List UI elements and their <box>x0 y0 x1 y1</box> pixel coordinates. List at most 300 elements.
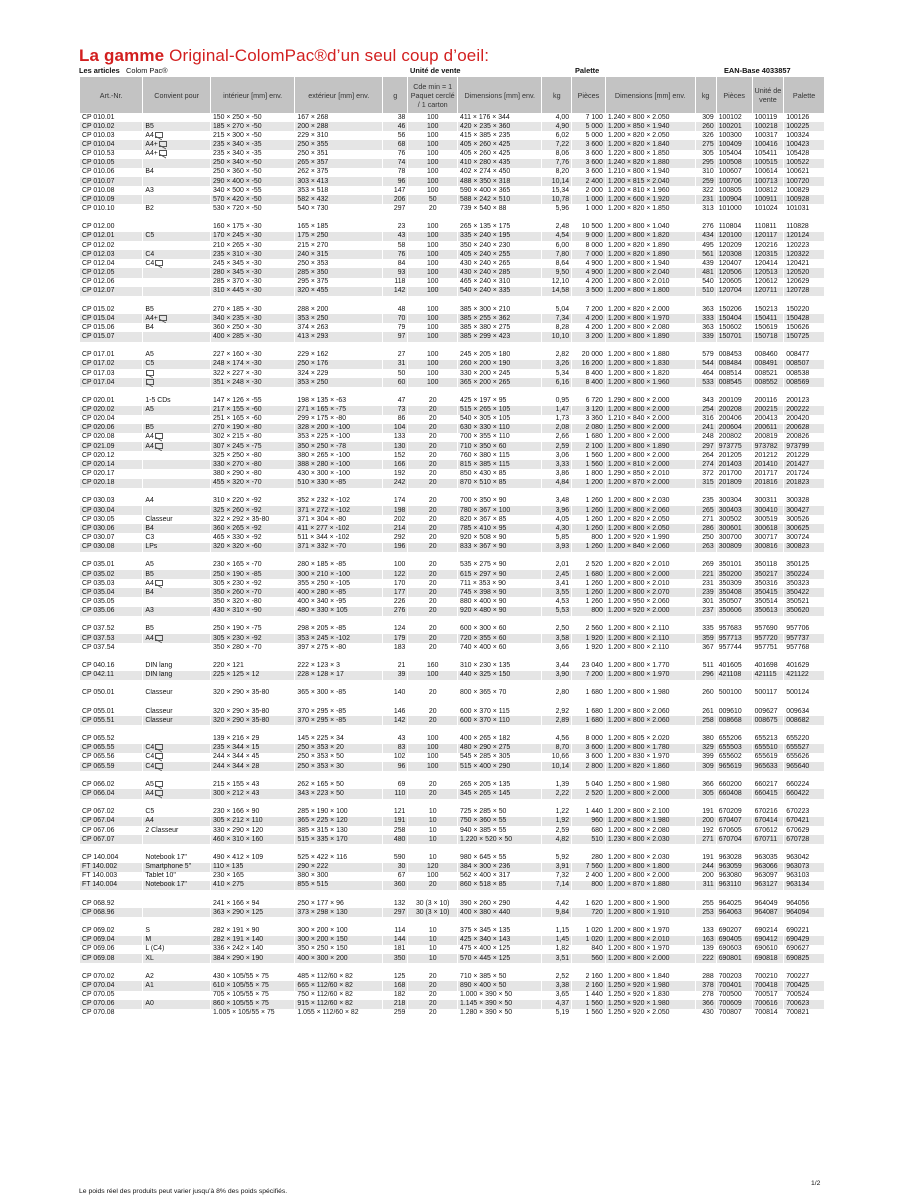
cell-carton-pieces: 1 920 <box>572 643 606 652</box>
cell-carton-pieces: 3 120 <box>572 406 606 415</box>
cell-outer-dims: 365 × 225 × 120 <box>295 817 383 826</box>
cell-min-order: 100 <box>408 323 458 332</box>
cell-outer-dims: 285 × 190 × 100 <box>295 808 383 817</box>
envelope-icon <box>146 379 154 385</box>
cell-weight-g: 70 <box>383 314 408 323</box>
cell-weight-g: 170 <box>383 579 408 588</box>
cell-carton-kg: 5,53 <box>542 607 572 616</box>
cell-carton-pieces: 5 000 <box>572 122 606 131</box>
cell-carton-dims: 385 × 255 × 362 <box>458 314 542 323</box>
cell-inner-dims: 430 × 105/55 × 75 <box>210 972 294 981</box>
cell-carton-pieces: 1 560 <box>572 1000 606 1009</box>
cell-pallet-dims: 1.200 × 800 × 2.000 <box>605 433 695 442</box>
table-row <box>80 323 825 332</box>
cell-carton-kg: 9,50 <box>542 268 572 277</box>
cell-pallet-dims: 1.200 × 800 × 1.880 <box>605 351 695 360</box>
cell-carton-kg: 8,28 <box>542 323 572 332</box>
cell-outer-dims: 198 × 135 × -63 <box>295 396 383 405</box>
cell-pallet-kg: 254 <box>695 406 716 415</box>
cell-ean-sales-unit: 300410 <box>752 506 784 515</box>
pallet-label: Palette <box>575 66 600 75</box>
cell-min-order: 10 <box>408 954 458 963</box>
cell-carton-kg: 14,58 <box>542 287 572 296</box>
cell-ean-pieces: 008514 <box>716 369 752 378</box>
group-spacer <box>80 387 825 396</box>
cell-pallet-kg: 259 <box>695 177 716 186</box>
cell-carton-kg: 6,16 <box>542 378 572 387</box>
cell-article-no: CP 010.03 <box>80 131 143 140</box>
cell-pallet-dims: 1.200 × 800 × 2.080 <box>605 323 695 332</box>
cell-weight-g: 142 <box>383 716 408 725</box>
cell-inner-dims: 230 × 165 <box>210 872 294 881</box>
cell-inner-dims: 336 × 242 × 140 <box>210 945 294 954</box>
cell-carton-dims: 488 × 350 × 318 <box>458 177 542 186</box>
cell-ean-pallet: 957737 <box>784 634 824 643</box>
cell-ean-pieces: 300502 <box>716 515 752 524</box>
cell-weight-g: 96 <box>383 177 408 186</box>
cell-pallet-dims: 1.200 × 800 × 1.770 <box>605 661 695 670</box>
cell-outer-dims: 250 × 177 × 96 <box>295 899 383 908</box>
cell-min-order: 20 <box>408 625 458 634</box>
cell-carton-dims: 710 × 350 × 60 <box>458 442 542 451</box>
envelope-icon <box>155 753 163 759</box>
cell-ean-sales-unit: 008491 <box>752 360 784 369</box>
cell-inner-dims: 147 × 126 × -55 <box>210 396 294 405</box>
page-number: 1/2 <box>811 1180 821 1187</box>
table-row <box>80 744 825 753</box>
cell-inner-dims: 490 × 412 × 109 <box>210 853 294 862</box>
cell-inner-dims: 244 × 344 × 28 <box>210 762 294 771</box>
cell-article-no: CP 035.04 <box>80 588 143 597</box>
cell-weight-g: 56 <box>383 131 408 140</box>
cell-inner-dims: 170 × 245 × -30 <box>210 232 294 241</box>
cell-carton-pieces: 2 520 <box>572 789 606 798</box>
cell-carton-pieces: 2 160 <box>572 981 606 990</box>
cell-carton-dims: 630 × 330 × 110 <box>458 424 542 433</box>
cell-ean-sales-unit: 008675 <box>752 716 784 725</box>
cell-carton-dims: 425 × 197 × 95 <box>458 396 542 405</box>
cell-weight-g: 182 <box>383 991 408 1000</box>
cell-ean-pallet: 105428 <box>784 150 824 159</box>
cell-ean-pieces: 700203 <box>716 972 752 981</box>
cell-article-no: CP 069.06 <box>80 945 143 954</box>
table-row <box>80 360 825 369</box>
cell-ean-sales-unit: 100812 <box>752 186 784 195</box>
cell-carton-pieces: 7 000 <box>572 250 606 259</box>
cell-outer-dims: 343 × 223 × 50 <box>295 789 383 798</box>
cell-ean-sales-unit: 100119 <box>752 113 784 122</box>
cell-ean-pallet: 150725 <box>784 332 824 341</box>
cell-carton-pieces: 840 <box>572 945 606 954</box>
cell-carton-kg: 2,52 <box>542 972 572 981</box>
cell-min-order: 20 <box>408 396 458 405</box>
cell-min-order: 120 <box>408 863 458 872</box>
cell-ean-pallet: 965640 <box>784 762 824 771</box>
cell-min-order: 100 <box>408 140 458 149</box>
cell-carton-dims: 570 × 445 × 125 <box>458 954 542 963</box>
cell-ean-pallet: 655220 <box>784 735 824 744</box>
cell-suitable-for: A1 <box>143 981 211 990</box>
cell-ean-pallet: 200826 <box>784 433 824 442</box>
cell-carton-pieces: 4 200 <box>572 323 606 332</box>
cell-min-order: 100 <box>408 762 458 771</box>
cell-carton-pieces: 5 000 <box>572 131 606 140</box>
table-row <box>80 972 825 981</box>
table-row <box>80 433 825 442</box>
cell-ean-sales-unit: 350217 <box>752 570 784 579</box>
cell-carton-dims: 890 × 400 × 50 <box>458 981 542 990</box>
cell-ean-pallet: 700425 <box>784 981 824 990</box>
cell-suitable-for: B4 <box>143 524 211 533</box>
cell-suitable-for: A4+ <box>143 150 211 159</box>
cell-suitable-for: Classeur <box>143 515 211 524</box>
cell-ean-pallet: 660224 <box>784 780 824 789</box>
envelope-icon <box>159 315 167 321</box>
table-row <box>80 369 825 378</box>
cell-pallet-dims: 1.200 × 800 × 1.800 <box>605 287 695 296</box>
cell-carton-kg: 1,45 <box>542 936 572 945</box>
cell-carton-kg: 10,14 <box>542 762 572 771</box>
cell-ean-sales-unit: 008552 <box>752 378 784 387</box>
cell-article-no: CP 069.04 <box>80 936 143 945</box>
table-row <box>80 689 825 698</box>
cell-article-no: CP 055.01 <box>80 707 143 716</box>
table-row <box>80 625 825 634</box>
table-row <box>80 140 825 149</box>
cell-min-order: 10 <box>408 853 458 862</box>
cell-carton-kg: 5,34 <box>542 369 572 378</box>
cell-pallet-dims: 1.200 × 800 × 1.840 <box>605 972 695 981</box>
cell-pallet-kg: 313 <box>695 204 716 213</box>
cell-carton-kg: 3,41 <box>542 579 572 588</box>
table-row <box>80 259 825 268</box>
cell-ean-pieces: 300304 <box>716 497 752 506</box>
cell-suitable-for: C4 <box>143 753 211 762</box>
cell-carton-dims: 590 × 400 × 365 <box>458 186 542 195</box>
cell-suitable-for <box>143 369 211 378</box>
cell-carton-pieces: 510 <box>572 835 606 844</box>
cell-article-no: CP 020.01 <box>80 396 143 405</box>
cell-suitable-for: B4 <box>143 588 211 597</box>
cell-ean-sales-unit: 957720 <box>752 634 784 643</box>
cell-inner-dims: 230 × 165 × -70 <box>210 561 294 570</box>
cell-carton-dims: 430 × 240 × 285 <box>458 268 542 277</box>
cell-ean-pieces: 973775 <box>716 442 752 451</box>
cell-suitable-for: Classeur <box>143 716 211 725</box>
cell-ean-pieces: 120100 <box>716 232 752 241</box>
cell-ean-pieces: 101000 <box>716 204 752 213</box>
cell-carton-dims: 385 × 380 × 275 <box>458 323 542 332</box>
cell-pallet-kg: 305 <box>695 150 716 159</box>
table-row <box>80 533 825 542</box>
cell-weight-g: 46 <box>383 122 408 131</box>
cell-pallet-dims: 1.250 × 920 × 2.050 <box>605 1009 695 1018</box>
cell-weight-g: 179 <box>383 634 408 643</box>
cell-carton-kg: 5,96 <box>542 204 572 213</box>
cell-min-order: 100 <box>408 753 458 762</box>
cell-min-order: 20 <box>408 634 458 643</box>
cell-pallet-kg: 439 <box>695 259 716 268</box>
cell-pallet-kg: 253 <box>695 908 716 917</box>
table-row <box>80 936 825 945</box>
cell-carton-kg: 7,22 <box>542 140 572 149</box>
cell-outer-dims: 353 × 518 <box>295 186 383 195</box>
cell-ean-sales-unit: 670216 <box>752 808 784 817</box>
cell-weight-g: 276 <box>383 607 408 616</box>
cell-suitable-for <box>143 268 211 277</box>
cell-article-no: CP 035.03 <box>80 579 143 588</box>
cell-suitable-for <box>143 223 211 232</box>
col-header-min-order: Cde min = 1 Paquet cerclé / 1 carton <box>408 77 458 113</box>
cell-carton-kg: 15,34 <box>542 186 572 195</box>
table-row <box>80 643 825 652</box>
cell-ean-pallet: 100225 <box>784 122 824 131</box>
group-spacer <box>80 844 825 853</box>
cell-ean-pieces: 100409 <box>716 140 752 149</box>
cell-pallet-dims: 1.200 × 840 × 2.060 <box>605 543 695 552</box>
cell-carton-kg: 4,00 <box>542 113 572 122</box>
cell-outer-dims: 250 × 353 × 20 <box>295 744 383 753</box>
cell-carton-dims: 750 × 360 × 55 <box>458 817 542 826</box>
cell-weight-g: 480 <box>383 835 408 844</box>
cell-carton-pieces: 1 020 <box>572 936 606 945</box>
cell-ean-pieces: 200406 <box>716 415 752 424</box>
cell-ean-sales-unit: 200819 <box>752 433 784 442</box>
cell-carton-kg: 2,80 <box>542 689 572 698</box>
cell-ean-pieces: 300601 <box>716 524 752 533</box>
cell-pallet-kg: 430 <box>695 1009 716 1018</box>
cell-carton-pieces: 7 560 <box>572 863 606 872</box>
cell-suitable-for <box>143 241 211 250</box>
cell-article-no: CP 017.01 <box>80 351 143 360</box>
cell-pallet-kg: 335 <box>695 625 716 634</box>
cell-min-order: 100 <box>408 735 458 744</box>
cell-outer-dims: 250 × 355 <box>295 140 383 149</box>
cell-weight-g: 130 <box>383 442 408 451</box>
cell-min-order: 100 <box>408 159 458 168</box>
cell-carton-pieces: 3 600 <box>572 168 606 177</box>
table-row <box>80 789 825 798</box>
cell-article-no: CP 010.02 <box>80 122 143 131</box>
cell-carton-kg: 8,70 <box>542 744 572 753</box>
cell-pallet-dims: 1.200 × 800 × 1.970 <box>605 927 695 936</box>
cell-article-no: CP 012.07 <box>80 287 143 296</box>
ean-base-label: EAN-Base 4033857 <box>724 66 791 75</box>
cell-ean-pallet: 201823 <box>784 479 824 488</box>
footnote: Le poids réel des produits peut varier jusqu’à 8% des poids spécifiés. <box>79 1188 288 1195</box>
cell-carton-pieces: 2 080 <box>572 424 606 433</box>
cell-carton-kg: 3,86 <box>542 469 572 478</box>
cell-min-order: 100 <box>408 177 458 186</box>
table-row <box>80 305 825 314</box>
cell-carton-pieces: 8 400 <box>572 378 606 387</box>
cell-inner-dims: 705 × 105/55 × 75 <box>210 991 294 1000</box>
cell-article-no: CP 012.04 <box>80 259 143 268</box>
cell-inner-dims: 225 × 125 × 12 <box>210 671 294 680</box>
cell-carton-pieces: 1 440 <box>572 991 606 1000</box>
cell-outer-dims: 411 × 277 × -102 <box>295 524 383 533</box>
cell-ean-sales-unit: 200611 <box>752 424 784 433</box>
cell-carton-pieces: 1 620 <box>572 899 606 908</box>
cell-carton-pieces: 2 100 <box>572 442 606 451</box>
cell-ean-pieces: 110804 <box>716 223 752 232</box>
cell-carton-kg: 4,54 <box>542 232 572 241</box>
cell-suitable-for <box>143 1009 211 1018</box>
cell-pallet-dims: 1.200 × 830 × 1.970 <box>605 753 695 762</box>
cell-pallet-dims: 1.200 × 800 × 1.970 <box>605 671 695 680</box>
cell-ean-sales-unit: 700210 <box>752 972 784 981</box>
table-row <box>80 661 825 670</box>
group-spacer <box>80 890 825 899</box>
cell-ean-sales-unit: 963066 <box>752 863 784 872</box>
cell-ean-pallet: 008507 <box>784 360 824 369</box>
cell-ean-pieces: 964025 <box>716 899 752 908</box>
cell-carton-dims: 860 × 518 × 85 <box>458 881 542 890</box>
cell-article-no: CP 065.56 <box>80 753 143 762</box>
cell-min-order: 100 <box>408 168 458 177</box>
cell-weight-g: 125 <box>383 972 408 981</box>
cell-carton-kg: 2,59 <box>542 442 572 451</box>
cell-article-no: CP 010.08 <box>80 186 143 195</box>
table-row <box>80 469 825 478</box>
table-row <box>80 808 825 817</box>
cell-carton-kg: 3,51 <box>542 954 572 963</box>
cell-pallet-kg: 372 <box>695 469 716 478</box>
cell-article-no: CP 035.06 <box>80 607 143 616</box>
cell-ean-pallet: 963073 <box>784 863 824 872</box>
cell-article-no: CP 017.02 <box>80 360 143 369</box>
cell-outer-dims: 400 × 280 × -85 <box>295 588 383 597</box>
cell-pallet-kg: 309 <box>695 113 716 122</box>
cell-article-no: CP 017.03 <box>80 369 143 378</box>
cell-min-order: 20 <box>408 479 458 488</box>
cell-weight-g: 124 <box>383 625 408 634</box>
cell-article-no: CP 020.14 <box>80 460 143 469</box>
cell-inner-dims: 248 × 174 × -30 <box>210 360 294 369</box>
cell-weight-g: 96 <box>383 762 408 771</box>
cell-carton-dims: 245 × 205 × 180 <box>458 351 542 360</box>
cell-pallet-dims: 1.200 × 800 × 2.010 <box>605 278 695 287</box>
cell-article-no: CP 012.03 <box>80 250 143 259</box>
cell-suitable-for: A5 <box>143 561 211 570</box>
table-body <box>80 113 825 1018</box>
cell-carton-dims: 405 × 260 × 425 <box>458 140 542 149</box>
cell-carton-kg: 7,14 <box>542 881 572 890</box>
cell-pallet-kg: 200 <box>695 872 716 881</box>
cell-outer-dims: 400 × 340 × -95 <box>295 597 383 606</box>
cell-inner-dims: 325 × 250 × -80 <box>210 451 294 460</box>
cell-pallet-dims: 1.200 × 800 × 2.010 <box>605 936 695 945</box>
cell-pallet-dims: 1.290 × 800 × 2.000 <box>605 396 695 405</box>
cell-min-order: 100 <box>408 241 458 250</box>
cell-weight-g: 590 <box>383 853 408 862</box>
cell-ean-pieces: 100508 <box>716 159 752 168</box>
cell-pallet-dims: 1.200 × 800 × 2.000 <box>605 789 695 798</box>
cell-outer-dims: 353 × 245 × -102 <box>295 634 383 643</box>
cell-ean-pallet: 100720 <box>784 177 824 186</box>
cell-article-no: CP 035.02 <box>80 570 143 579</box>
cell-ean-sales-unit: 421115 <box>752 671 784 680</box>
cell-pallet-dims: 1.200 × 600 × 1.920 <box>605 195 695 204</box>
cell-ean-pallet: 973799 <box>784 442 824 451</box>
cell-carton-pieces: 720 <box>572 908 606 917</box>
cell-outer-dims: 250 × 351 <box>295 150 383 159</box>
table-row <box>80 945 825 954</box>
cell-inner-dims: 250 × 340 × -50 <box>210 159 294 168</box>
cell-carton-kg: 9,84 <box>542 908 572 917</box>
cell-suitable-for <box>143 287 211 296</box>
cell-carton-kg: 2,08 <box>542 424 572 433</box>
table-row <box>80 241 825 250</box>
cell-suitable-for: B5 <box>143 424 211 433</box>
cell-carton-kg: 1,47 <box>542 406 572 415</box>
table-row <box>80 570 825 579</box>
cell-carton-dims: 515 × 400 × 290 <box>458 762 542 771</box>
cell-ean-pieces: 120308 <box>716 250 752 259</box>
cell-ean-pieces: 100904 <box>716 195 752 204</box>
cell-ean-pieces: 200208 <box>716 406 752 415</box>
cell-weight-g: 122 <box>383 570 408 579</box>
cell-min-order: 100 <box>408 351 458 360</box>
cell-ean-pallet: 150626 <box>784 323 824 332</box>
table-row <box>80 415 825 424</box>
cell-pallet-kg: 464 <box>695 369 716 378</box>
cell-carton-kg: 2,66 <box>542 433 572 442</box>
cell-carton-kg: 6,02 <box>542 131 572 140</box>
cell-outer-dims: 353 × 250 <box>295 378 383 387</box>
cell-carton-kg: 8,64 <box>542 259 572 268</box>
cell-pallet-kg: 366 <box>695 780 716 789</box>
cell-outer-dims: 374 × 263 <box>295 323 383 332</box>
cell-pallet-kg: 315 <box>695 479 716 488</box>
cell-ean-sales-unit: 690818 <box>752 954 784 963</box>
cell-suitable-for: B5 <box>143 305 211 314</box>
cell-ean-pallet: 201229 <box>784 451 824 460</box>
cell-pallet-dims: 1.200 × 800 × 2.000 <box>605 954 695 963</box>
cell-inner-dims: 290 × 400 × -50 <box>210 177 294 186</box>
cell-outer-dims: 370 × 295 × -85 <box>295 707 383 716</box>
cell-pallet-dims: 1.200 × 800 × 2.010 <box>605 579 695 588</box>
cell-outer-dims: 370 × 295 × -85 <box>295 716 383 725</box>
cell-ean-sales-unit: 150213 <box>752 305 784 314</box>
cell-pallet-dims: 1.200 × 800 × 2.030 <box>605 497 695 506</box>
cell-pallet-dims: 1.200 × 800 × 1.890 <box>605 442 695 451</box>
cell-ean-pallet: 200123 <box>784 396 824 405</box>
cell-carton-pieces: 6 720 <box>572 396 606 405</box>
cell-ean-sales-unit: 500117 <box>752 689 784 698</box>
cell-outer-dims: 397 × 275 × -80 <box>295 643 383 652</box>
cell-weight-g: 114 <box>383 927 408 936</box>
cell-outer-dims: 540 × 730 <box>295 204 383 213</box>
cell-outer-dims: 165 × 185 <box>295 223 383 232</box>
cell-pallet-kg: 269 <box>695 561 716 570</box>
cell-carton-pieces: 680 <box>572 826 606 835</box>
table-row <box>80 1000 825 1009</box>
cell-carton-pieces: 1 260 <box>572 543 606 552</box>
cell-min-order: 100 <box>408 332 458 341</box>
cell-pallet-dims: 1.200 × 920 × 2.000 <box>605 607 695 616</box>
cell-ean-pieces: 300700 <box>716 533 752 542</box>
cell-pallet-kg: 343 <box>695 396 716 405</box>
table-row <box>80 195 825 204</box>
cell-weight-g: 196 <box>383 543 408 552</box>
cell-carton-dims: 384 × 300 × 236 <box>458 863 542 872</box>
cell-ean-pallet: 008682 <box>784 716 824 725</box>
cell-carton-dims: 350 × 240 × 230 <box>458 241 542 250</box>
cell-inner-dims: 410 × 275 <box>210 881 294 890</box>
cell-pallet-kg: 133 <box>695 927 716 936</box>
cell-outer-dims: 328 × 200 × -100 <box>295 424 383 433</box>
